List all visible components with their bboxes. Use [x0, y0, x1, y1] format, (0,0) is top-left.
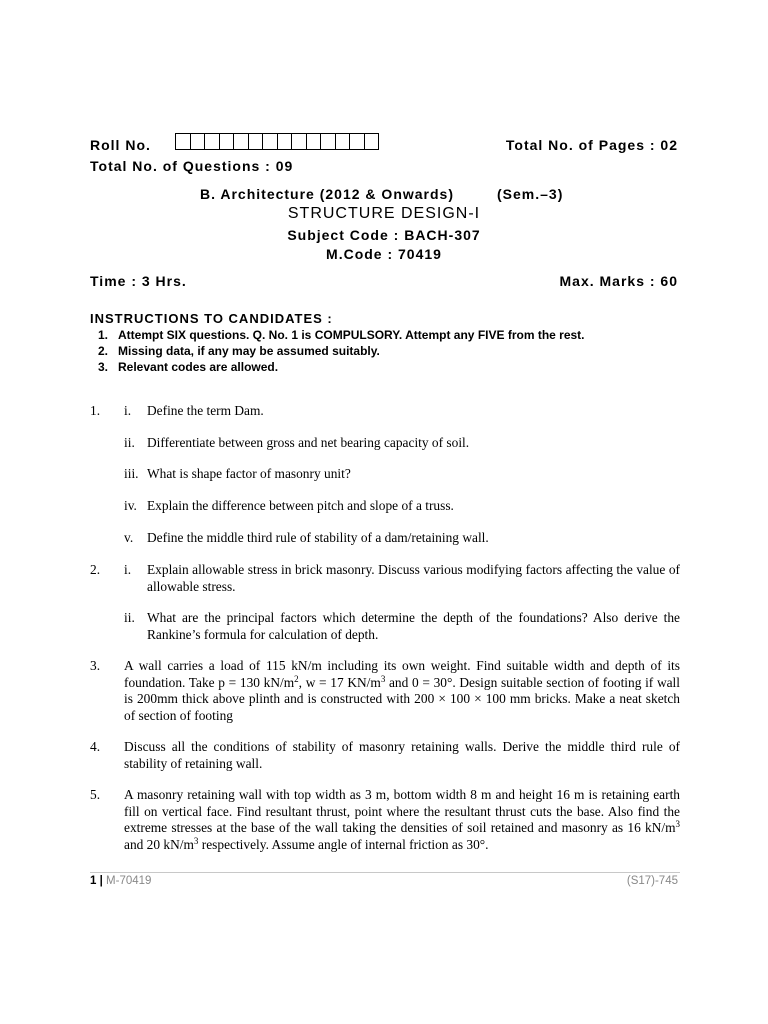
subpart-number: ii. [124, 610, 135, 625]
semester: (Sem.–3) [497, 186, 564, 202]
max-marks: Max. Marks : 60 [559, 273, 678, 289]
superscript: 3 [675, 819, 680, 829]
exam-time: Time : 3 Hrs. [90, 273, 187, 289]
subpart-text: Define the term Dam. [147, 403, 264, 418]
question-text-part: and 20 kN/m [124, 836, 194, 852]
question-number: 2. [90, 562, 101, 577]
question-number: 1. [90, 403, 101, 418]
page-number: 1 [90, 875, 97, 887]
instruction-text: Missing data, if any may be assumed suitably. [118, 344, 380, 358]
footer-separator: | [99, 875, 103, 887]
superscript: 2 [294, 673, 299, 684]
instruction-item [90, 344, 690, 359]
question-text [124, 658, 680, 724]
superscript: 3 [193, 835, 199, 846]
total-pages: Total No. of Pages : 02 [505, 137, 678, 153]
question-text-part: , w = 17 KN/m [298, 674, 381, 690]
instruction-number: 2. [97, 344, 108, 358]
m-code: M.Code : 70419 [326, 246, 442, 262]
subpart-number: i. [124, 403, 132, 418]
question-text [124, 787, 680, 853]
subpart-number: iii. [124, 466, 139, 481]
instruction-number: 1. [97, 328, 108, 342]
question-text-part: and 0 = 30°. Design suitable section of footing if wall is 200mm thick above plinth and is constructed with 200 × 100 × 100 mm bricks. Make a neat sketch of section of footing [124, 674, 680, 723]
subpart-number: ii. [124, 435, 135, 450]
total-questions: Total No. of Questions : 09 [90, 158, 294, 174]
footer-code: M-70419 [106, 875, 152, 887]
subpart-text: Differentiate between gross and net bearing capacity of soil. [147, 435, 470, 450]
subject-title: STRUCTURE DESIGN-I [287, 205, 481, 222]
question-number: 3. [90, 658, 101, 673]
question-text: Discuss all the conditions of stability of masonry retaining walls. Derive the middle third rule of stability of retaining wall. [124, 739, 680, 771]
subpart-text: Explain allowable stress in brick masonry. Discuss various modifying factors affecting the value of allowable stress. [147, 562, 680, 594]
subpart-text: Explain the difference between pitch and slope of a truss. [147, 498, 454, 513]
question-text-part: respectively. Assume angle of internal friction as 30°. [198, 836, 489, 852]
roll-number-label: Roll No. [90, 137, 151, 153]
instructions-title: INSTRUCTIONS TO CANDIDATES : [90, 311, 333, 326]
question-text-part: A wall carries a load of 115 kN/m including its own weight. Find suitable width and depth of its foundation. Take p = 130 kN/m [124, 658, 680, 690]
superscript: 3 [380, 673, 386, 684]
instruction-text: Relevant codes are allowed. [118, 360, 279, 374]
subpart-text: Define the middle third rule of stability of a dam/retaining wall. [147, 530, 489, 545]
page-footer-right: (S17)-745 [626, 875, 678, 887]
roll-number-boxes[interactable] [175, 133, 379, 150]
subpart-number: v. [124, 530, 134, 545]
subject-code: Subject Code : BACH-307 [287, 227, 481, 243]
subpart-number: i. [124, 562, 132, 577]
subpart-number: iv. [124, 498, 137, 513]
subpart-text: What are the principal factors which determine the depth of the foundations? Also derive the Rankine’s formula for calculation of depth. [147, 610, 680, 642]
question-text-part: A masonry retaining wall with top width as 3 m, bottom width 8 m and height 16 m is retaining earth fill on vertical face. Find resultant thrust, point where the resultant thrust cuts the base. Also find the extreme stresses at the base of the wall taking the densities of soil retained and masonry as 16 kN/m [124, 787, 680, 835]
footer-divider [90, 872, 680, 873]
instruction-text: Attempt SIX questions. Q. No. 1 is COMPULSORY. Attempt any FIVE from the rest. [118, 328, 585, 342]
subpart-text: What is shape factor of masonry unit? [147, 466, 351, 481]
instruction-number: 3. [97, 360, 108, 374]
instruction-item [90, 328, 690, 343]
course-title: B. Architecture (2012 & Onwards) [200, 186, 454, 202]
question-number: 5. [90, 787, 101, 802]
page-footer-left [90, 875, 151, 887]
question-number: 4. [90, 739, 101, 754]
instruction-item [90, 360, 690, 375]
